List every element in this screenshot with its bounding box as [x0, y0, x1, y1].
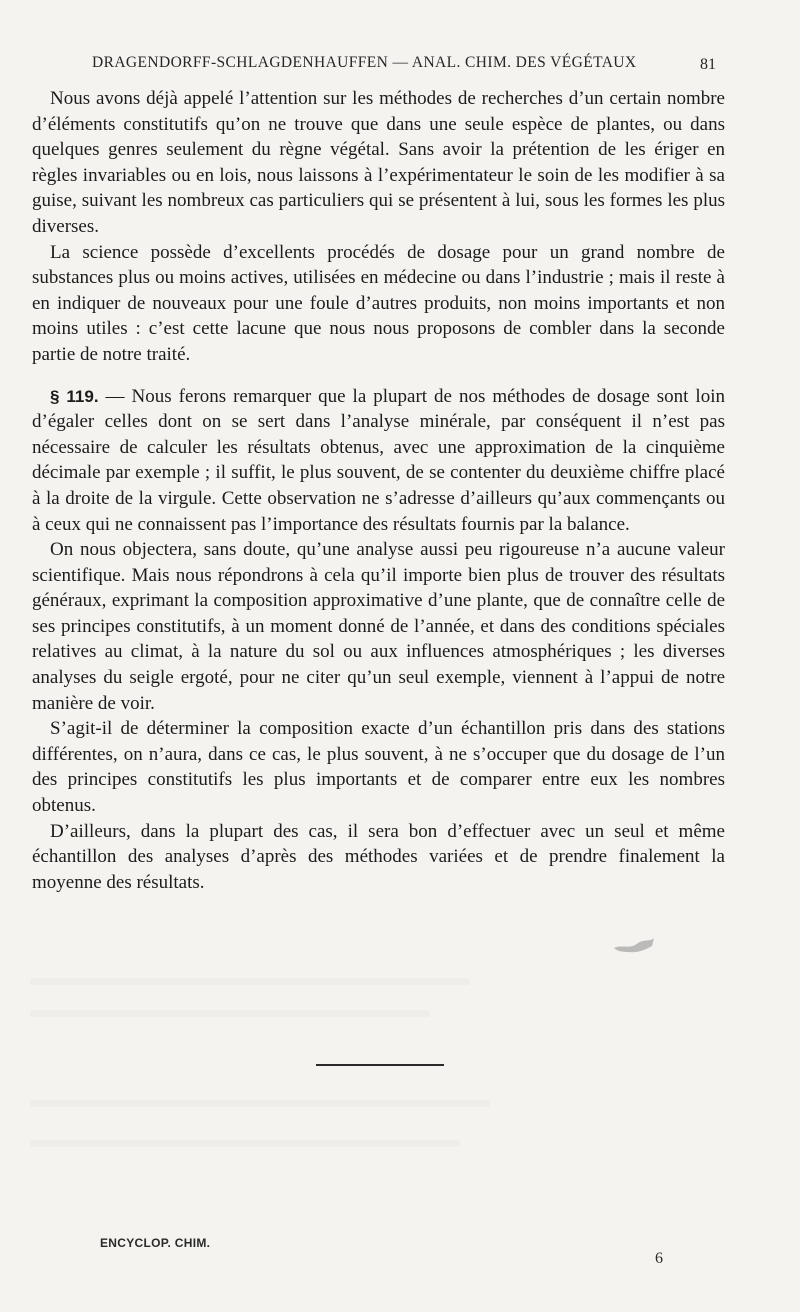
section-end-rule	[316, 1064, 444, 1066]
page-number: 81	[700, 56, 716, 73]
paragraph: D’ailleurs, dans la plupart des cas, il sera bon d’effectuer avec un seul et même échantillon des analyses d’après des méthodes variées et de prendre finalement la moyenne des résultats.	[32, 820, 725, 893]
paragraph: On nous objectera, sans doute, qu’une analyse aussi peu rigoureuse n’a aucune valeur scientifique. Mais nous répondrons à cela qu’il importe bien plus de trouver des résultats généraux, exprimant la composition approximative d’une plante, que de connaître celle de ses principes constitutifs, à un moment donné de l’année, et dans des conditions spéciales relatives au climat, à la nature du sol ou aux influences atmosphériques ; les diverses analyses du seigle ergoté, pour ne citer qu’un seul exemple, viennent à l’appui de notre manière de voir.	[32, 539, 725, 714]
paper-show-through	[30, 1140, 460, 1147]
section-text: — Nous ferons remarquer que la plupart de nos méthodes de dosage sont loin d’égaler celles dont on se sert dans l’analyse minérale, par conséquent il n’est pas nécessaire de calculer les résultats obtenus, avec une approximation de la cinquième décimale par exemple ; il suffit, le plus souvent, de se contenter du deuxième chiffre placé à la droite de la virgule. Cette observation ne s’adresse d’ailleurs qu’aux commençants ou à ceux qui ne connaissent pas l’importance des résultats fournis par la balance.	[32, 385, 725, 535]
paragraph: S’agit-il de déterminer la composition exacte d’un échantillon pris dans des stations différentes, on n’aura, dans ce cas, le plus souvent, à ne s’occuper que du dosage de l’un des principes constitutifs les plus importants et de comparer entre eux les nombres obtenus.	[32, 718, 725, 817]
sheet-number: 6	[655, 1250, 663, 1267]
section-paragraph	[32, 384, 725, 538]
paper-show-through	[30, 978, 470, 985]
paragraph: Nous avons déjà appelé l’attention sur les méthodes de recherches d’un certain nombre d’éléments constitutifs qu’on ne trouve que dans une seule espèce de plantes, ou dans quelques genres seulement du règne végétal. Sans avoir la prétention de les ériger en règles invariables ou en lois, nous laissons à l’expérimentateur le soin de les modifier à sa guise, suivant les nombreux cas particuliers qui se présentent à lui, sous les formes les plus diverses.	[32, 88, 725, 237]
main-text	[32, 86, 725, 895]
paper-show-through	[30, 1010, 430, 1017]
paragraph: La science possède d’excellents procédés de dosage pour un grand nombre de substances plus ou moins actives, utilisées en médecine ou dans l’industrie ; mais il reste à en indiquer de nouveaux pour une foule d’autres produits, non moins importants et non moins utiles : c’est cette lacune que nous nous proposons de combler dans la seconde partie de notre traité.	[32, 241, 725, 365]
signature-mark: ENCYCLOP. CHIM.	[100, 1236, 211, 1250]
running-head: DRAGENDORFF-SCHLAGDENHAUFFEN — ANAL. CHIM. DES VÉGÉTAUX	[92, 54, 637, 71]
paper-show-through	[30, 1100, 490, 1107]
ink-smudge	[612, 934, 656, 956]
section-number: § 119.	[50, 386, 99, 406]
